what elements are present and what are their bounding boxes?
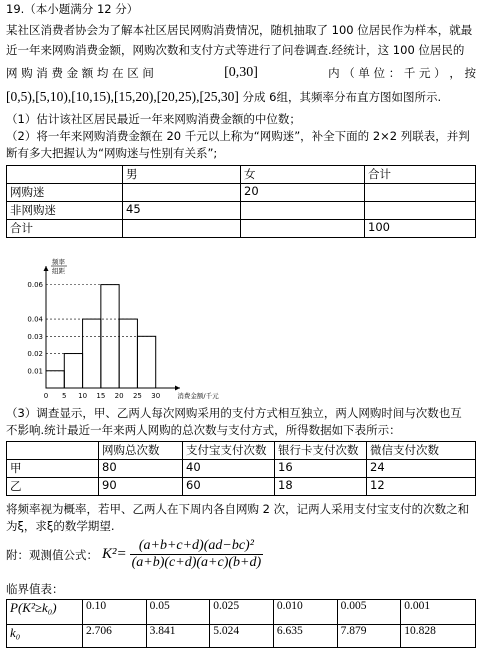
intro-line-3c: 内 （ 单 位 ： 千 元 ） ， 按 [328, 66, 476, 80]
table-row [7, 442, 476, 460]
table-cell: 60 [183, 478, 275, 496]
table-cell: k₀ [7, 625, 83, 648]
histogram-bar [64, 354, 82, 388]
x-tick-label: 5 [62, 392, 67, 400]
histogram-bar [119, 319, 137, 388]
table-cell: 90 [99, 478, 183, 496]
x-axis-label: 消费金额/千元 [177, 392, 219, 400]
table-cell [241, 202, 365, 220]
table-cell: P(K²≥k₀) [7, 600, 83, 625]
table-cell: 甲 [7, 460, 99, 478]
table-row [7, 166, 476, 184]
formula-label: 附：观测值公式： [6, 547, 98, 562]
question-3-line-2: 不影响.统计最近一年来两人网购的总次数与支付方式，所得数据如下表所示： [6, 423, 401, 437]
question-3-line-1: （3）调查显示，甲、乙两人每次网购采用的支付方式相互独立，两人网购时间与次数也互 [6, 406, 462, 420]
payment-table [6, 441, 476, 496]
table-cell: 0.005 [337, 600, 401, 625]
table-cell [123, 184, 241, 202]
table-row [7, 460, 476, 478]
table-cell: 12 [367, 478, 476, 496]
question-2-line-1: （2）将一年来网购消费金额在 20 千元以上称为“网购迷”，补全下面的 2×2 列联表，并判 [6, 129, 470, 143]
problem-header: 19.（本小题满分 12 分） [6, 2, 139, 16]
table-cell: 0.10 [83, 600, 147, 625]
table-row [7, 478, 476, 496]
table-cell [241, 220, 365, 238]
table-cell: 10.828 [401, 625, 476, 648]
y-tick-label: 0.03 [27, 332, 43, 341]
intro-line-2: 近一年来网购消费金额，网购次数和支付方式等进行了问卷调查.经统计，这 100 位居民的 [6, 43, 465, 57]
table-cell: 24 [367, 460, 476, 478]
table-row [7, 600, 476, 625]
x-tick-label: 30 [151, 392, 161, 400]
intro-line-1: 某社区消费者协会为了解本社区居民网购消费情况，随机抽取了 100 位居民作为样本，就最 [6, 23, 473, 37]
formula [6, 538, 263, 571]
question-2-line-2: 断有多大把握认为“网购迷与性别有关系”; [6, 146, 218, 160]
histogram-bar [83, 319, 101, 388]
table-cell: 5.024 [210, 625, 274, 648]
x-tick-label: 10 [78, 392, 88, 400]
x-tick-label: 25 [132, 392, 142, 400]
y-tick-label: 0.06 [27, 281, 43, 290]
y-tick-label: 0.04 [27, 315, 43, 324]
table-cell [365, 202, 476, 220]
table-cell: 100 [365, 220, 476, 238]
table-cell: 16 [275, 460, 367, 478]
table-row [7, 625, 476, 648]
table-cell: 0.010 [273, 600, 337, 625]
critical-value-label: 临界值表： [6, 582, 64, 596]
formula-denominator: (a+b)(c+d)(a+c)(b+d) [131, 555, 262, 570]
x-tick-label: 20 [114, 392, 124, 400]
intro-line-4b: 分成 6组，其频率分布直方图如图所示. [242, 90, 442, 104]
table-cell: 男 [123, 166, 241, 184]
table-cell: 40 [183, 460, 275, 478]
x-axis-arrow [175, 386, 180, 391]
table-cell: 80 [99, 460, 183, 478]
table-row [7, 220, 476, 238]
y-axis-label-bottom: 组距 [52, 267, 65, 275]
table-cell: 18 [275, 478, 367, 496]
table-cell: 2.706 [83, 625, 147, 648]
table-cell: 20 [241, 184, 365, 202]
table-cell: 乙 [7, 478, 99, 496]
table-row [7, 202, 476, 220]
interval-0-30: [0,30] [224, 65, 258, 80]
table-cell: 支付宝支付次数 [183, 442, 275, 460]
table-cell: 合计 [365, 166, 476, 184]
table-cell: 0.001 [401, 600, 476, 625]
y-tick-label: 0.01 [27, 367, 43, 376]
table-cell: 网购总次数 [99, 442, 183, 460]
table-cell: 非网购迷 [7, 202, 123, 220]
intro-line-4 [6, 90, 441, 104]
y-tick-label: 0.02 [27, 350, 43, 359]
table-cell [365, 184, 476, 202]
formula-numerator: (a+b+c+d)(ad−bc)² [130, 538, 264, 555]
intro-line-3 [6, 66, 476, 80]
y-axis-label-top: 频率 [52, 258, 65, 266]
y-axis-arrow [44, 266, 49, 271]
table-cell: 0.05 [146, 600, 210, 625]
table-cell: 合计 [7, 220, 123, 238]
intro-line-3a: 网 购 消 费 金 额 均 在 区 间 [6, 66, 154, 80]
table-cell: 网购迷 [7, 184, 123, 202]
question-1: （1）估计该社区居民最近一年来网购消费金额的中位数； [6, 112, 301, 126]
table-cell: 微信支付次数 [367, 442, 476, 460]
table-cell [7, 442, 99, 460]
intervals-list: [0,5),[5,10),[10,15),[15,20),[20,25),[25,30] [6, 89, 239, 104]
table-cell [7, 166, 123, 184]
contingency-table [6, 165, 476, 238]
formula-fraction [130, 538, 264, 571]
table-cell: 银行卡支付次数 [275, 442, 367, 460]
critical-value-table [6, 599, 476, 648]
histogram-bar [46, 371, 64, 388]
table-cell: 7.879 [337, 625, 401, 648]
table-cell: 女 [241, 166, 365, 184]
histogram-bar [137, 336, 155, 388]
frequency-histogram [18, 254, 228, 404]
question-3-line-3: 将频率视为概率，若甲、乙两人在下周内各自网购 2 次，记两人采用支付宝支付的次数之和 [6, 502, 470, 516]
formula-k-squared: K²= [102, 546, 127, 562]
table-row [7, 184, 476, 202]
x-tick-label: 0 [43, 392, 49, 400]
table-cell: 3.841 [146, 625, 210, 648]
question-3-line-4: 为ξ，求ξ的数学期望. [6, 519, 115, 533]
table-cell: 0.025 [210, 600, 274, 625]
table-cell [123, 220, 241, 238]
x-tick-label: 15 [96, 392, 106, 400]
table-cell: 45 [123, 202, 241, 220]
table-cell: 6.635 [273, 625, 337, 648]
